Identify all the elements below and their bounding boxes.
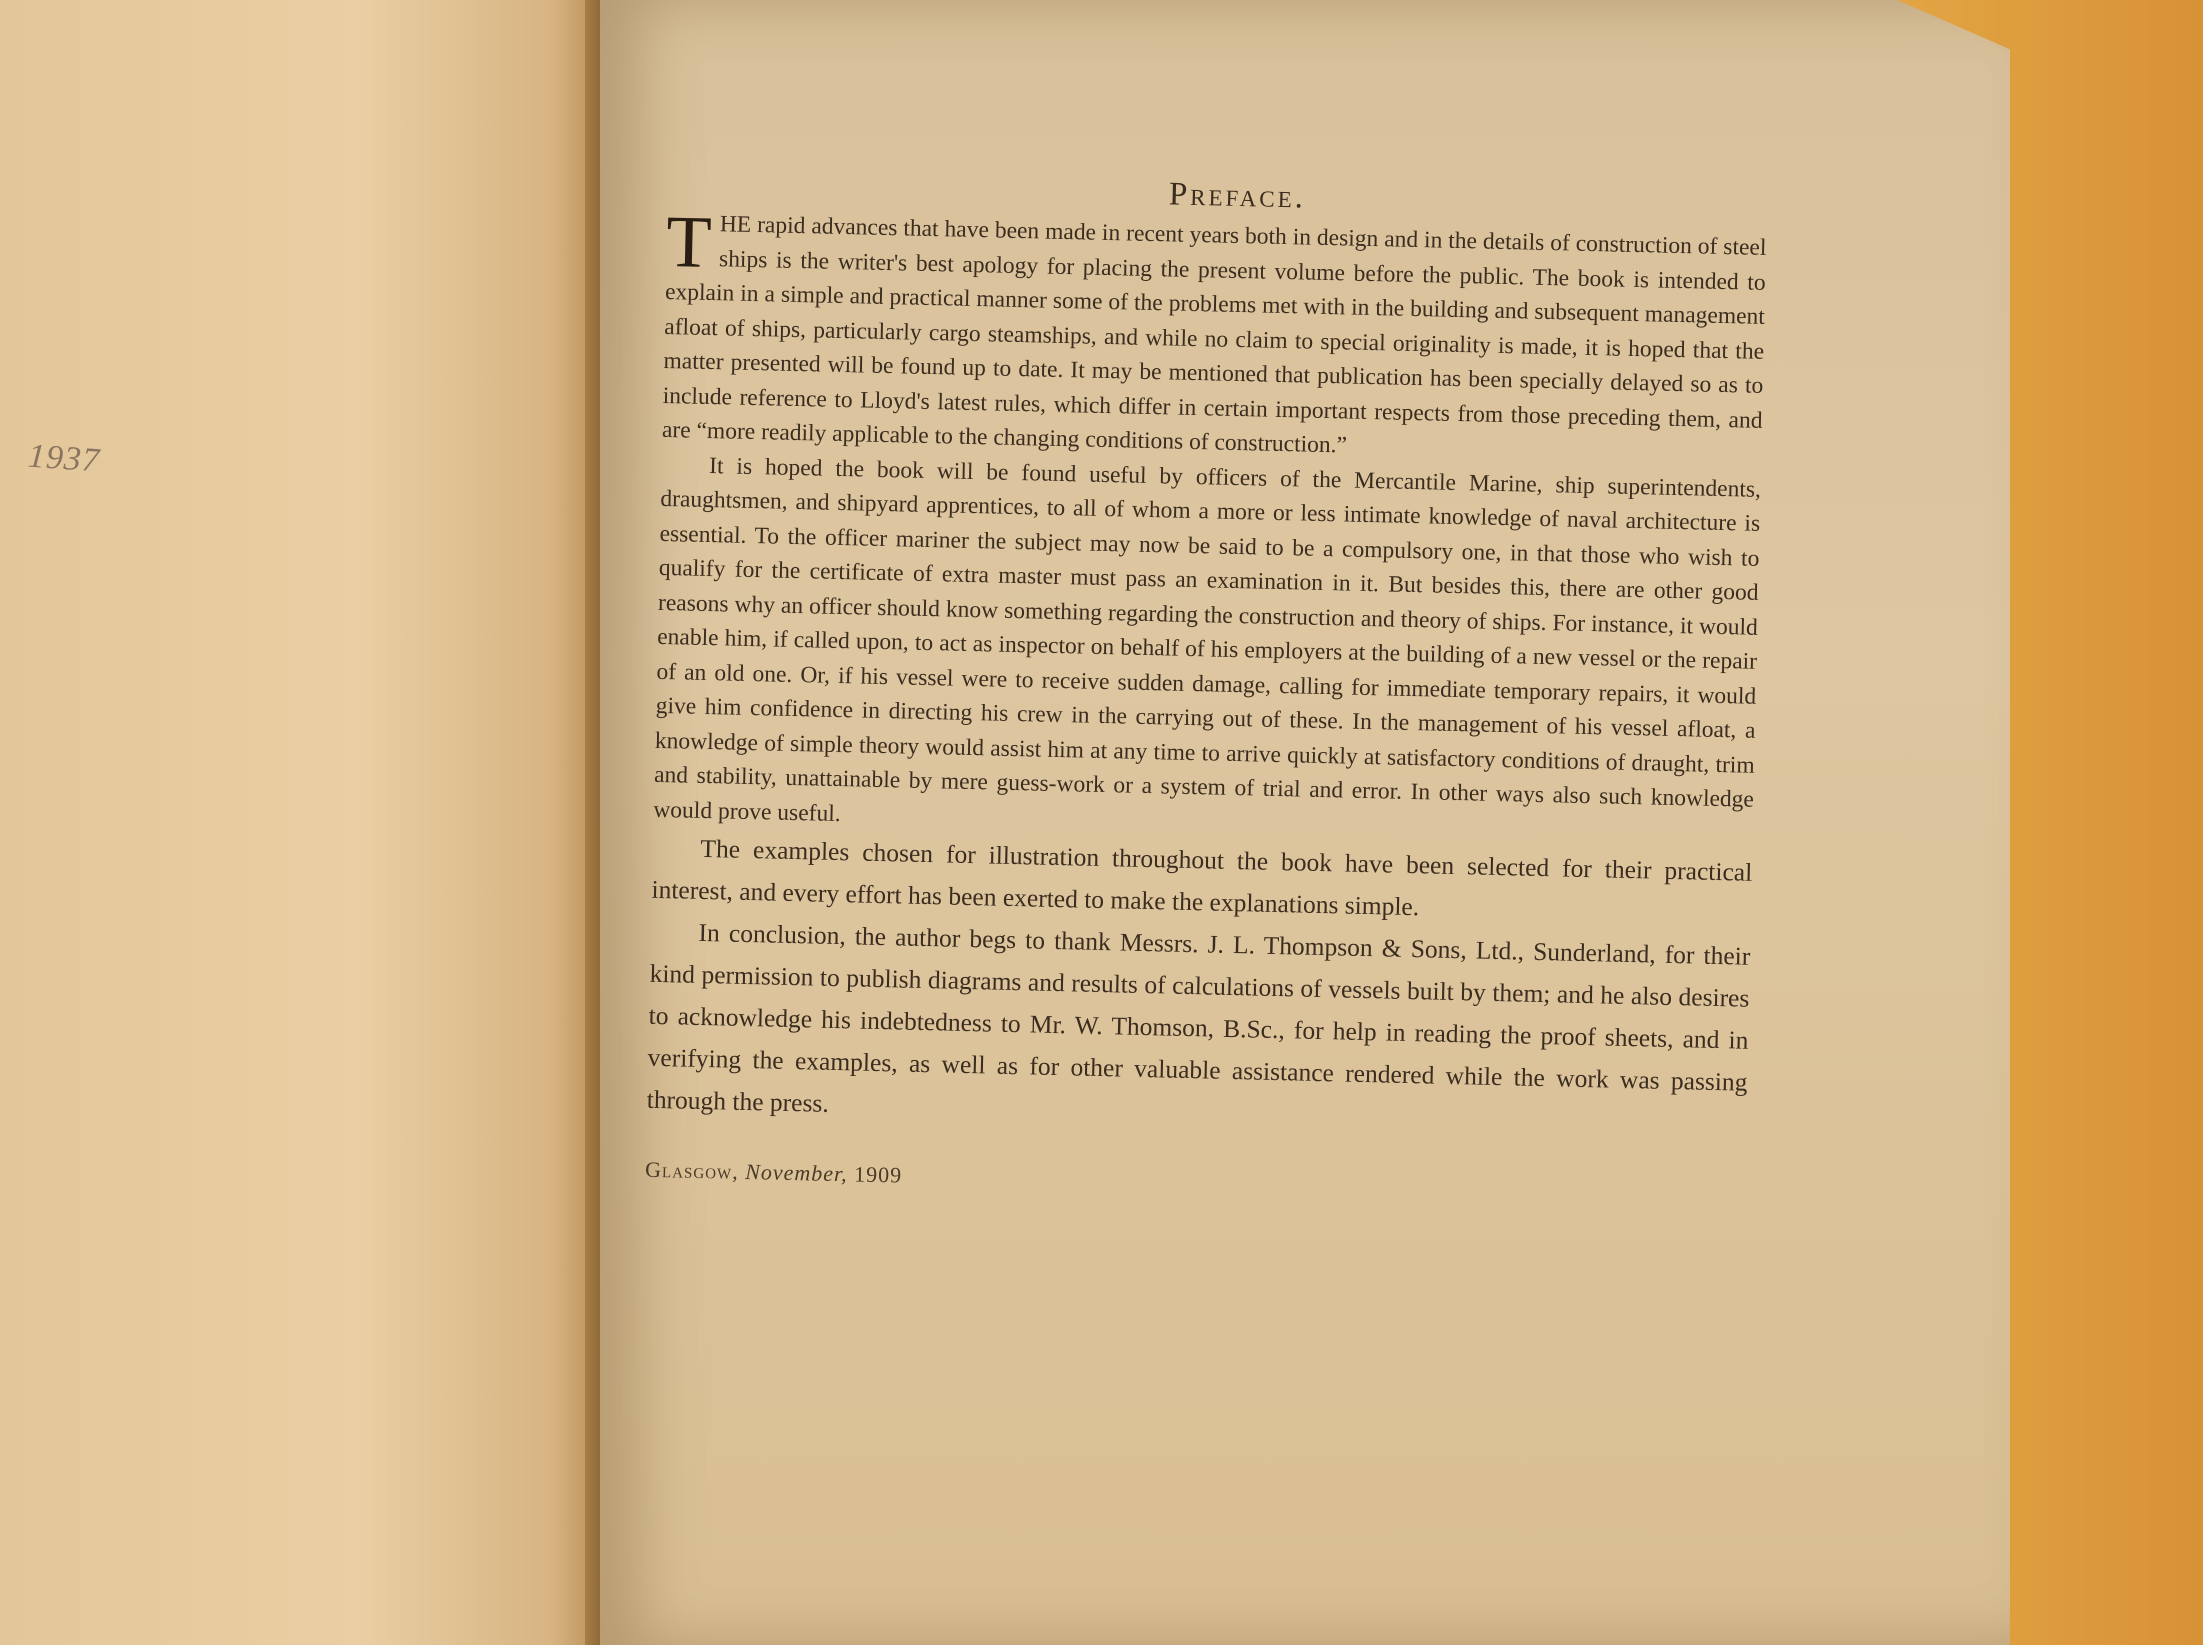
preface-title: Preface. bbox=[1168, 176, 1307, 216]
signature-month: November, bbox=[744, 1159, 848, 1187]
preface-paragraph-1 bbox=[661, 200, 1767, 472]
preface-paragraph-4: In conclusion, the author begs to thank Messrs. J. L. Thompson & Sons, Ltd., Sunderland, for their kind permission to publish diagrams and results of calculations of vessels built by them; and he also desires to acknowledge his indebtedness to Mr. W. Thomson, B.Sc., for help in reading the proof sheets, and in verifying the examples, as well as for other valuable assistance rendered while the work was passing through the press. bbox=[646, 917, 1751, 1118]
preface-text-block bbox=[645, 165, 1768, 1208]
drop-cap: T bbox=[665, 200, 713, 284]
left-page bbox=[0, 0, 600, 1645]
preface-paragraph-2: It is hoped the book will be found useful by officers of the Mercantile Marine, ship superintendents, draughtsmen, and shipyard apprentices, to all of whom a more or less intimate knowledge of naval architecture is essential. To the officer mariner the subject may now be said to be a compulsory one, in that those who wish to qualify for the certificate of extra master must pass an examination in it. But besides this, there are other good reasons why an officer should know something regarding the construction and theory of ships. For instance, it would enable him, if called upon, to act as inspector on behalf of his employers at the building of a new vessel or the repair of an old one. Or, if his vessel were to receive sudden damage, calling for immediate temporary repairs, it would give him confidence in directing his crew in the carrying out of these. In the management of his vessel afloat, a knowledge of simple theory would assist him at any time to arrive quickly at satisfactory conditions of draught, trim and stability, unattainable by mere guess-work or a system of trial and error. In other ways also such knowledge would prove useful. bbox=[653, 452, 1762, 827]
pencil-annotation: 1937 bbox=[26, 437, 102, 480]
signature-year: 1909 bbox=[853, 1161, 903, 1188]
signature-place: Glasgow, bbox=[644, 1156, 740, 1184]
preface-paragraph-3: The examples chosen for illustration throughout the book have been selected for their practical interest, and every effort has been exerted to make the explanations simple. bbox=[651, 833, 1753, 922]
paragraph-1-text: HE rapid advances that have been made in recent years both in design and in the details of construction of steel ships is the writer's best apology for placing the present volume before the public. The book is intended to explain in a simple and practical manner some of the problems met with in the building and subsequent management afloat of ships, particularly cargo steamships, and while no claim to special originality is made, it is hoped that the matter presented will be found up to date. It may be mentioned that publication has been specially delayed so as to include reference to Lloyd's latest rules, which differ in certain important respects from those preceding them, and are “more readily applicable to the changing conditions of construction.” bbox=[661, 211, 1767, 459]
